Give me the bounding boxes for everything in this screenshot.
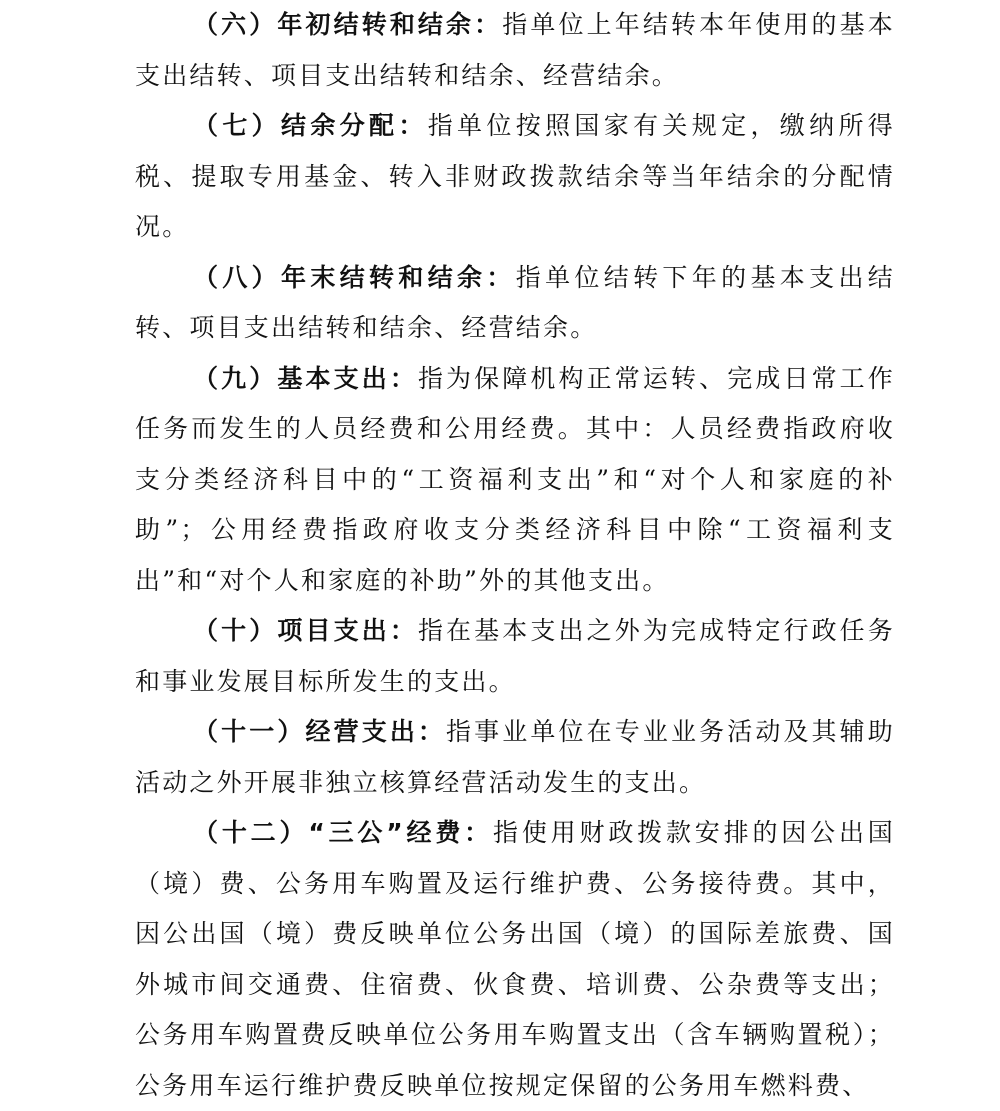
- term-heading: （十一）经营支出：: [193, 717, 447, 746]
- term-heading: （八）年末结转和结余：: [193, 262, 516, 292]
- term-description: 指在基本支出之外为完成特定行政任务和事业发展目标所发生的支出。: [135, 616, 895, 696]
- term-heading: （十）项目支出：: [193, 616, 418, 645]
- paragraph-surplus-distribution: [135, 101, 895, 253]
- term-heading: （六）年初结转和结余：: [193, 10, 503, 39]
- paragraph-operating-expenditure: [135, 707, 895, 808]
- term-description: 指单位上年结转本年使用的基本支出结转、项目支出结转和结余、经营结余。: [135, 10, 895, 90]
- paragraph-carryover-end: [135, 253, 895, 354]
- term-heading: （十二）“三公”经费：: [193, 818, 493, 847]
- paragraph-carryover-begin: [135, 0, 895, 101]
- paragraph-three-public-expenses: [135, 808, 895, 1111]
- term-description: 指单位结转下年的基本支出结转、项目支出结转和结余、经营结余。: [135, 262, 895, 342]
- paragraph-basic-expenditure: [135, 354, 895, 607]
- term-heading: （九）基本支出：: [193, 363, 418, 393]
- term-heading: （七）结余分配：: [193, 111, 428, 140]
- term-description: 指使用财政拨款安排的因公出国（境）费、公务用车购置及运行维护费、公务接待费。其中，因公出国（境）费反映单位公务出国（境）的国际差旅费、国外城市间交通费、住宿费、伙食费、培训费、公杂费等支出；公务用车购置费反映单位公务用车购置支出（含车辆购置税）；公务用车运行维护费反映单位按规定保留的公务用车燃料费、: [135, 818, 895, 1100]
- paragraph-project-expenditure: [135, 606, 895, 707]
- term-description: 指单位按照国家有关规定，缴纳所得税、提取专用基金、转入非财政拨款结余等当年结余的分配情况。: [135, 111, 895, 241]
- document-body: [135, 0, 895, 1111]
- term-description: 指为保障机构正常运转、完成日常工作任务而发生的人员经费和公用经费。其中：人员经费指政府收支分类经济科目中的“工资福利支出”和“对个人和家庭的补助”；公用经费指政府收支分类经济科目中除“工资福利支出”和“对个人和家庭的补助”外的其他支出。: [135, 363, 895, 595]
- term-description: 指事业单位在专业业务活动及其辅助活动之外开展非独立核算经营活动发生的支出。: [135, 717, 895, 797]
